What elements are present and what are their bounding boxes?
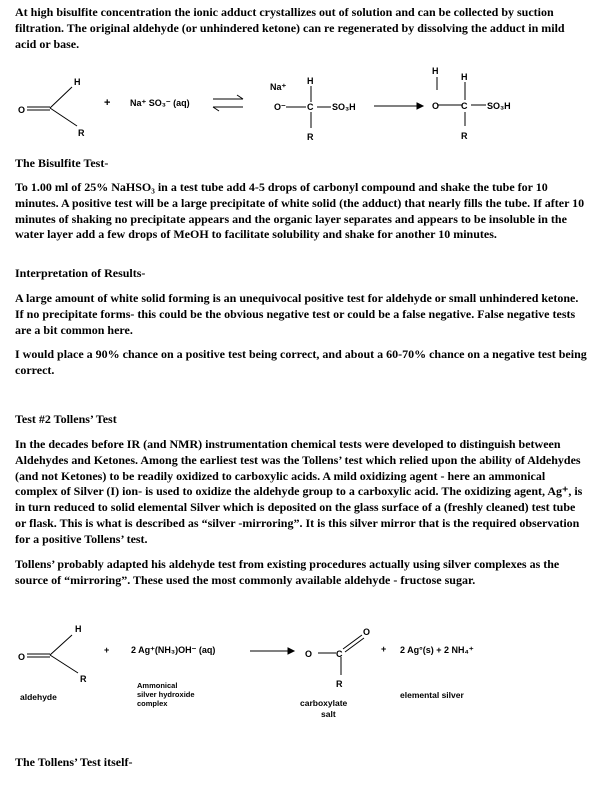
label-carboxylate-1: carboxylate: [300, 698, 348, 708]
r1-na-ion: Na⁺: [270, 82, 287, 92]
r2-oxygen: O: [18, 652, 26, 662]
r1-plus: +: [104, 97, 111, 109]
r1-adduct-h: H: [307, 76, 314, 86]
interpretation-heading: Interpretation of Results-: [15, 266, 146, 280]
bisulfite-reaction-scheme: [0, 60, 603, 160]
r2-carbon: C: [336, 649, 343, 659]
r1-product-r: R: [461, 131, 468, 141]
label-carboxylate-2: salt: [321, 709, 336, 719]
label-aldehyde: aldehyde: [20, 692, 57, 702]
label-complex-3: complex: [137, 699, 168, 708]
r1-adduct-r: R: [307, 132, 314, 142]
r1-adduct-so3h: SO₃H: [332, 102, 356, 112]
r2-reagent: 2 Ag⁺(NH₃)OH⁻ (aq): [131, 645, 216, 655]
r1-reagent: Na⁺ SO₃⁻ (aq): [130, 98, 190, 108]
r1-product-h1: H: [432, 66, 439, 76]
r2-carboxylate-r: R: [336, 679, 343, 689]
r1-o-minus: O⁻: [274, 102, 286, 112]
r2-o-minus: O: [305, 649, 313, 659]
r1-oxygen: O: [18, 105, 26, 115]
tollens-test-heading: The Tollens’ Test itself-: [15, 755, 133, 769]
label-elemental-silver: elemental silver: [400, 690, 464, 700]
r2-plus-2: +: [381, 644, 387, 654]
r2-carbonyl-o: O: [363, 627, 371, 637]
r1-product-c: C: [461, 101, 468, 111]
r2-plus-1: +: [104, 645, 110, 655]
chance-text: I would place a 90% chance on a positive test being correct, and about a 60-70% chance on a negative test being correct.: [15, 347, 587, 377]
tollens-heading: Test #2 Tollens’ Test: [15, 412, 117, 426]
r1-adduct-c: C: [307, 102, 314, 112]
r2-r-group: R: [80, 674, 87, 684]
r2-hydrogen: H: [75, 624, 82, 634]
r1-hydrogen: H: [74, 77, 81, 87]
r2-products: 2 Ag°(s) + 2 NH₄⁺: [400, 645, 474, 655]
r1-product-o: O: [432, 101, 440, 111]
intro-paragraph: At high bisulfite concentration the ionic adduct crystallizes out of solution and can be collected by suction filtration. The original aldehyde (or unhindered ketone) can re regenerated by dissolving the adduct in mild acid or base.: [15, 5, 565, 51]
bisulfite-heading: The Bisulfite Test-: [15, 156, 109, 170]
tollens-reaction-scheme: [0, 615, 603, 740]
bisulfite-procedure: To 1.00 ml of 25% NaHSO₃ in a test tube add 4-5 drops of carbonyl compound and shake the tube for 10 minutes. A positive test will be a large precipitate of white solid (the adduct) that nearly fills the tube. If after 10 minutes of shaking no precipitate appears and the organic layer separates and appears to be insoluble in the water layer add a few drops of MeOH to facilitate solubility and shake for another 10 minutes.: [15, 180, 585, 242]
label-complex-2: silver hydroxide: [137, 690, 195, 699]
interpretation-text: A large amount of white solid forming is an unequivocal positive test for aldehyde or small unhindered ketone. If no precipitate forms- this could be the obvious negative test or could be a false negative. False negative tests are a bit common here.: [15, 291, 579, 337]
tollens-paragraph-1: In the decades before IR (and NMR) instrumentation chemical tests were developed to distinguish between Aldehydes and Ketones. Among the earliest test was the Tollens’ test which relied upon the ability of Aldehydes (and not Ketones) to be readily oxidized to carboxylic acids. A mild oxidizing agent - here an ammonical complex of Silver (I) ion- is used to oxidize the aldehyde group to a carboxylic acid. The oxidizing agent, Ag⁺, is in turn reduced to solid elemental Silver which is deposited on the glass surface of a (freshly cleaned) test tube or flask. This is what is described as “silver -mirroring”. It is this silver mirror that is the required observation for a positive Tollens’ test.: [15, 437, 583, 546]
label-complex-1: Ammonical: [137, 681, 178, 690]
r1-product-h2: H: [461, 72, 468, 82]
tollens-paragraph-2: Tollens’ probably adapted his aldehyde test from existing procedures actually using silver complexes as the source of “mirroring”. These used the most commonly available aldehyde - fructose sugar.: [15, 557, 560, 587]
r1-product-so3h: SO₃H: [487, 101, 511, 111]
r1-r-group: R: [78, 128, 85, 138]
